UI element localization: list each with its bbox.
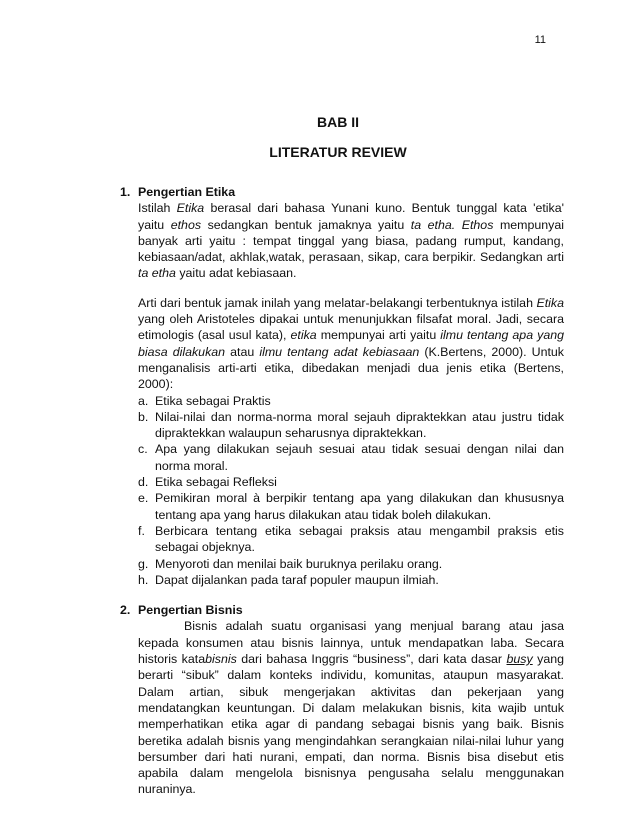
list-item: c. Apa yang dilakukan sejauh sesuai atau tidak sesuai dengan nilai dan norma moral.: [138, 442, 564, 473]
section-title: Pengertian Etika: [138, 185, 236, 199]
section-title: Pengertian Bisnis: [138, 603, 243, 618]
section-bisnis: [120, 602, 564, 798]
page-number: 11: [534, 34, 546, 46]
list-item: d. Etika sebagai Refleksi: [138, 475, 277, 490]
paragraph: Bisnis adalah suatu organisasi yang menjual barang atau jasa kepada konsumen atau bisnis lainnya, untuk mendapatkan laba. Secara historis katabisnis dari bahasa Inggris “business”, dari kata dasar busy yang berarti “sibuk” dalam konteks individu, komunitas, ataupun masyarakat. Dalam artian, sibuk mengerjakan aktivitas dan pekerjaan yang mendatangkan keuntungan. Di dalam melakukan bisnis, kita wajib untuk memperhatikan etika agar di pandang sebagai bisnis yang baik. Bisnis beretika adalah bisnis yang mengindahkan serangkaian nilai-nilai luhur yang bersumber dari hati nurani, empati, dan norma. Bisnis bisa disebut etis apabila dalam mengelola bisnisnya pengusaha selalu menggunakan nuraninya.: [138, 619, 564, 797]
list-item: f. Berbicara tentang etika sebagai praksis atau mengambil praksis etis sebagai objeknya.: [138, 523, 564, 555]
list-item: b. Nilai-nilai dan norma-norma moral sejauh dipraktekkan atau justru tidak dipraktekkan walaupun seharusnya dipraktekkan.: [138, 409, 564, 441]
chapter-title: LITERATUR REVIEW: [269, 144, 407, 160]
list-item: g. Menyoroti dan menilai baik buruknya perilaku orang.: [138, 556, 443, 571]
paragraph: Arti dari bentuk jamak inilah yang melatar-belakangi terbentuknya istilah Etika yang oleh Aristoteles dipakai untuk menunjukkan filsafat moral. Jadi, secara etimologis (asal usul kata), etika mempunyai arti yaitu ilmu tentang apa yang biasa dilakukan atau ilmu tentang adat kebiasaan (K.Bertens, 2000). Untuk menganalisis arti-arti etika, dibedakan menjadi dua jenis etika (Bertens, 2000):: [138, 295, 564, 392]
section-etika: [120, 184, 564, 588]
section-number: 1.: [120, 185, 131, 199]
chapter-heading: BAB II: [317, 114, 359, 130]
paragraph: Istilah Etika berasal dari bahasa Yunani kuno. Bentuk tunggal kata 'etika' yaitu ethos sedangkan bentuk jamaknya yaitu ta etha. Ethos mempunyai banyak arti yaitu : tempat tinggal yang biasa, padang rumput, kandang, kebiasaan/adat, akhlak,watak, perasaan, sikap, cara berpikir. Sedangkan arti ta etha yaitu adat kebiasaan.: [138, 201, 565, 281]
list-item: a. Etika sebagai Praktis: [138, 393, 271, 408]
ethics-list: [138, 393, 564, 589]
body-content: [120, 184, 564, 798]
section-number: 2.: [120, 603, 131, 618]
list-item: h. Dapat dijalankan pada taraf populer maupun ilmiah.: [138, 572, 439, 587]
list-item: e. Pemikiran moral à berpikir tentang apa yang dilakukan dan khususnya tentang apa yang harus dilakukan atau tidak boleh dilakukan.: [138, 491, 564, 522]
